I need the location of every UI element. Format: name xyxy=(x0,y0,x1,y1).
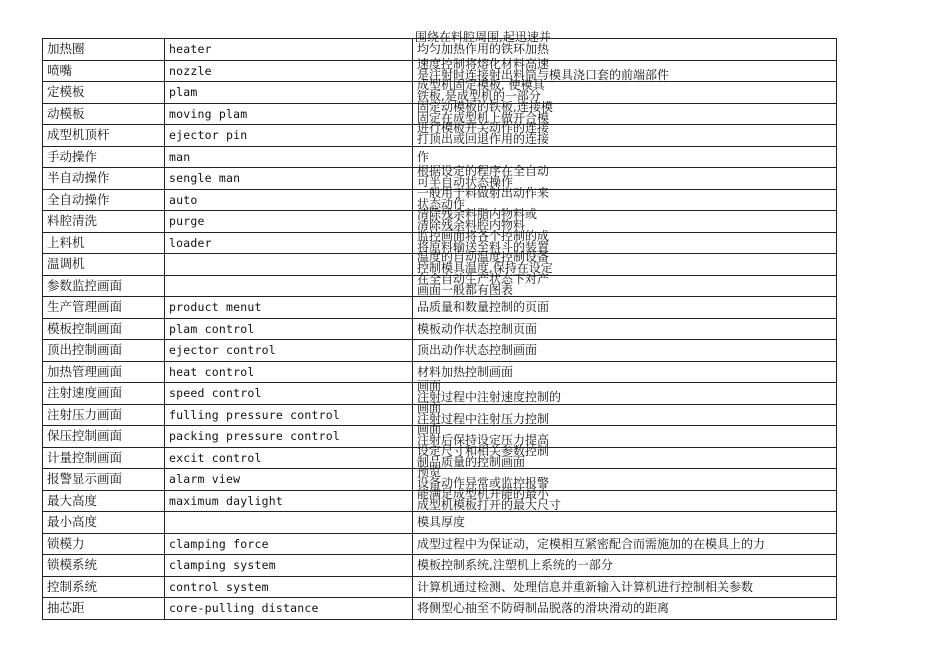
zh-text: 全自动操作 xyxy=(47,191,110,207)
term-cell[interactable] xyxy=(43,490,165,512)
term-cell[interactable] xyxy=(43,254,165,276)
desc-text: 固定在成型机上做开合模 xyxy=(417,110,550,125)
term-en-cell[interactable] xyxy=(165,297,413,319)
term-cell[interactable] xyxy=(43,318,165,340)
term-cell[interactable] xyxy=(43,555,165,577)
en-text: clamping force xyxy=(169,536,269,551)
term-cell[interactable] xyxy=(43,340,165,362)
desc-text: 是注射时连接射出料筒与模具浇口套的前端部件 xyxy=(417,67,670,82)
term-cell[interactable] xyxy=(43,275,165,297)
spreadsheet xyxy=(42,38,836,620)
overflow-text: 一般用于料做射出动作来 xyxy=(417,185,550,200)
term-en-cell[interactable] xyxy=(165,318,413,340)
desc-text: 材料加热控制画面 xyxy=(417,364,514,379)
overflow-text: 预览 xyxy=(417,465,442,479)
en-text: fulling pressure control xyxy=(169,407,340,422)
table-row xyxy=(43,512,837,534)
term-en-cell[interactable] xyxy=(165,426,413,448)
term-cell[interactable] xyxy=(43,60,165,82)
en-text: heater xyxy=(169,42,212,57)
en-text: purge xyxy=(169,214,205,229)
zh-text: 料腔清洗 xyxy=(47,213,98,229)
overflow-text: 在全自动生产状态下对产 xyxy=(417,271,550,286)
table-row xyxy=(43,275,837,297)
description-cell[interactable] xyxy=(413,361,837,383)
en-text: man xyxy=(169,149,191,164)
overflow-text: 速度控制将熔化材料高速 xyxy=(417,56,550,71)
zh-text: 最大高度 xyxy=(47,492,98,508)
description-cell[interactable] xyxy=(413,598,837,620)
desc-text: 画面一般都有图表 xyxy=(417,282,514,297)
desc-text: 注射过程中注射压力控制 xyxy=(417,411,550,426)
term-cell[interactable] xyxy=(43,469,165,491)
zh-text: 顶出控制画面 xyxy=(47,342,123,358)
description-cell[interactable] xyxy=(413,486,837,512)
desc-text: 模具厚度 xyxy=(417,515,466,530)
term-en-cell[interactable] xyxy=(165,383,413,405)
description-cell[interactable] xyxy=(413,340,837,362)
term-cell[interactable] xyxy=(43,103,165,125)
en-text: sengle man xyxy=(169,171,241,186)
term-en-cell[interactable] xyxy=(165,189,413,211)
en-text: moving plam xyxy=(169,106,248,121)
term-en-cell[interactable] xyxy=(165,447,413,469)
table-row xyxy=(43,297,837,319)
term-cell[interactable] xyxy=(43,361,165,383)
en-text: auto xyxy=(169,192,198,207)
zh-text: 生产管理画面 xyxy=(47,299,123,315)
zh-text: 手动操作 xyxy=(47,148,98,164)
en-text: core-pulling distance xyxy=(169,601,319,616)
zh-text: 注射速度画面 xyxy=(47,385,123,401)
en-text: loader xyxy=(169,235,212,250)
desc-text: 铁板,是成型机的一部分 xyxy=(417,89,541,104)
desc-text: 计算机通过检测、处理信息并重新输入计算机进行控制相关参数 xyxy=(417,579,754,594)
en-text: packing pressure control xyxy=(169,429,340,444)
overflow-text: 画面 xyxy=(417,400,442,415)
overflow-text: 固定动模板的铁板,连接模 xyxy=(417,99,553,114)
desc-text: 成型机模板打开的最大尺寸 xyxy=(417,497,562,512)
zh-text: 模板控制画面 xyxy=(47,320,123,336)
term-en-cell[interactable] xyxy=(165,340,413,362)
term-cell[interactable] xyxy=(43,82,165,104)
table-row xyxy=(43,340,837,362)
term-cell[interactable] xyxy=(43,426,165,448)
desc-text: 成型过程中为保证动，定模相互紧密配合而需施加的在模具上的力 xyxy=(417,536,766,551)
term-cell[interactable] xyxy=(43,168,165,190)
glossary-table xyxy=(42,38,837,620)
overflow-text: 设定尺寸和相关参数控制 xyxy=(417,443,550,458)
en-text: ejector control xyxy=(169,343,276,358)
zh-text: 上料机 xyxy=(47,234,85,250)
description-cell[interactable] xyxy=(413,318,837,340)
term-en-cell[interactable] xyxy=(165,60,413,82)
zh-text: 保压控制画面 xyxy=(47,428,123,444)
spill-text-top: 围绕在料腔周围,起迅速并 xyxy=(415,30,551,44)
desc-text: 控制模具温度,保持在设定 xyxy=(417,261,553,276)
en-text: maximum daylight xyxy=(169,493,283,508)
en-text: plam xyxy=(169,85,198,100)
desc-text: 清除残余料腔内物料 xyxy=(417,218,526,233)
term-cell[interactable] xyxy=(43,189,165,211)
term-en-cell[interactable] xyxy=(165,598,413,620)
term-en-cell[interactable] xyxy=(165,232,413,254)
term-cell[interactable] xyxy=(43,125,165,147)
term-en-cell[interactable] xyxy=(165,254,413,276)
description-cell[interactable] xyxy=(413,400,837,426)
zh-text: 半自动操作 xyxy=(47,170,110,186)
overflow-text: 画面 xyxy=(417,422,442,436)
desc-text: 均匀加热作用的铁环加热 xyxy=(417,42,550,57)
desc-text: 顶出动作状态控制画面 xyxy=(417,343,538,358)
term-en-cell[interactable] xyxy=(165,146,413,168)
en-text: plam control xyxy=(169,321,255,336)
term-cell[interactable] xyxy=(43,404,165,426)
description-cell[interactable] xyxy=(413,271,837,297)
zh-text: 动模板 xyxy=(47,105,85,121)
zh-text: 喷嘴 xyxy=(47,62,73,78)
overflow-text: 能满足成型机开能的最小 xyxy=(417,486,550,501)
description-cell[interactable] xyxy=(413,443,837,469)
term-cell[interactable] xyxy=(43,512,165,534)
description-cell[interactable] xyxy=(413,512,837,534)
en-text: speed control xyxy=(169,386,262,401)
description-cell[interactable] xyxy=(413,576,837,598)
overflow-text: 监控画面将各个控制的成 xyxy=(417,228,550,243)
desc-text: 制品质量的控制画面 xyxy=(417,454,526,469)
table-row xyxy=(43,598,837,620)
en-text: clamping system xyxy=(169,558,276,573)
en-text: heat control xyxy=(169,364,255,379)
term-en-cell[interactable] xyxy=(165,404,413,426)
desc-text: 作 xyxy=(417,149,430,164)
term-cell[interactable] xyxy=(43,576,165,598)
term-cell[interactable] xyxy=(43,598,165,620)
desc-text: 状态动作 xyxy=(417,196,466,211)
description-cell[interactable] xyxy=(413,533,837,555)
zh-text: 温调机 xyxy=(47,256,85,272)
zh-text: 加热圈 xyxy=(47,41,85,57)
overflow-text: 清除残余料脂内物料或 xyxy=(417,207,538,221)
term-en-cell[interactable] xyxy=(165,168,413,190)
desc-text: 注射后保持设定压力提高 xyxy=(417,433,550,448)
description-cell[interactable] xyxy=(413,379,837,405)
table-row xyxy=(43,490,837,512)
zh-text: 定模板 xyxy=(47,84,85,100)
zh-text: 参数监控画面 xyxy=(47,277,123,293)
term-en-cell[interactable] xyxy=(165,361,413,383)
term-en-cell[interactable] xyxy=(165,490,413,512)
term-en-cell[interactable] xyxy=(165,576,413,598)
overflow-text: 画面 xyxy=(417,379,442,393)
term-en-cell[interactable] xyxy=(165,469,413,491)
term-en-cell[interactable] xyxy=(165,555,413,577)
zh-text: 注射压力画面 xyxy=(47,406,123,422)
en-text: ejector pin xyxy=(169,128,248,143)
desc-text: 可半自动状态操作 xyxy=(417,175,514,190)
zh-text: 锁模系统 xyxy=(47,557,98,573)
desc-text: 模板动作状态控制页面 xyxy=(417,321,538,336)
term-en-cell[interactable] xyxy=(165,103,413,125)
term-cell[interactable] xyxy=(43,297,165,319)
desc-text: 将侧型心抽至不防碍制品脱落的滑块滑动的距离 xyxy=(417,601,670,616)
table-row xyxy=(43,533,837,555)
term-en-cell[interactable] xyxy=(165,512,413,534)
zh-text: 抽芯距 xyxy=(47,600,85,616)
term-en-cell[interactable] xyxy=(165,533,413,555)
desc-text: 注射过程中注射速度控制的 xyxy=(417,390,562,405)
zh-text: 成型机顶杆 xyxy=(47,127,110,143)
overflow-text: 根据设定的程序在全自动 xyxy=(417,164,550,178)
zh-text: 最小高度 xyxy=(47,514,98,530)
table-row xyxy=(43,318,837,340)
zh-text: 加热管理画面 xyxy=(47,363,123,379)
desc-text: 模板控制系统,注塑机上系统的一部分 xyxy=(417,558,613,573)
desc-text: 设备动作异常或监控报警 xyxy=(417,476,550,491)
overflow-text: 成型机固定模板, 使模具 xyxy=(417,78,545,92)
term-en-cell[interactable] xyxy=(165,39,413,61)
overflow-text: 温度的自动温度控制设备 xyxy=(417,250,550,264)
table-row xyxy=(43,125,837,147)
term-cell[interactable] xyxy=(43,146,165,168)
term-cell[interactable] xyxy=(43,39,165,61)
overflow-text: 进行模板开关动作的连接 xyxy=(417,121,550,135)
description-cell[interactable] xyxy=(413,555,837,577)
term-en-cell[interactable] xyxy=(165,211,413,233)
term-cell[interactable] xyxy=(43,383,165,405)
description-cell[interactable] xyxy=(413,121,837,147)
zh-text: 控制系统 xyxy=(47,578,98,594)
zh-text: 锁模力 xyxy=(47,535,85,551)
table-row xyxy=(43,576,837,598)
en-text: alarm view xyxy=(169,472,241,487)
term-cell[interactable] xyxy=(43,447,165,469)
term-cell[interactable] xyxy=(43,232,165,254)
en-text: product menut xyxy=(169,300,262,315)
term-cell[interactable] xyxy=(43,211,165,233)
zh-text: 报警显示画面 xyxy=(47,471,123,487)
en-text: nozzle xyxy=(169,63,212,78)
term-en-cell[interactable] xyxy=(165,275,413,297)
term-en-cell[interactable] xyxy=(165,125,413,147)
desc-text: 打顶出或回退作用的连接 xyxy=(417,132,550,147)
term-cell[interactable] xyxy=(43,533,165,555)
en-text: excit control xyxy=(169,450,262,465)
term-en-cell[interactable] xyxy=(165,82,413,104)
desc-text: 品质量和数量控制的页面 xyxy=(417,300,550,315)
desc-text: 将原料输送至料斗的装置 xyxy=(417,239,550,254)
zh-text: 计量控制画面 xyxy=(47,449,123,465)
table-row xyxy=(43,555,837,577)
description-cell[interactable] xyxy=(413,297,837,319)
en-text: control system xyxy=(169,579,269,594)
